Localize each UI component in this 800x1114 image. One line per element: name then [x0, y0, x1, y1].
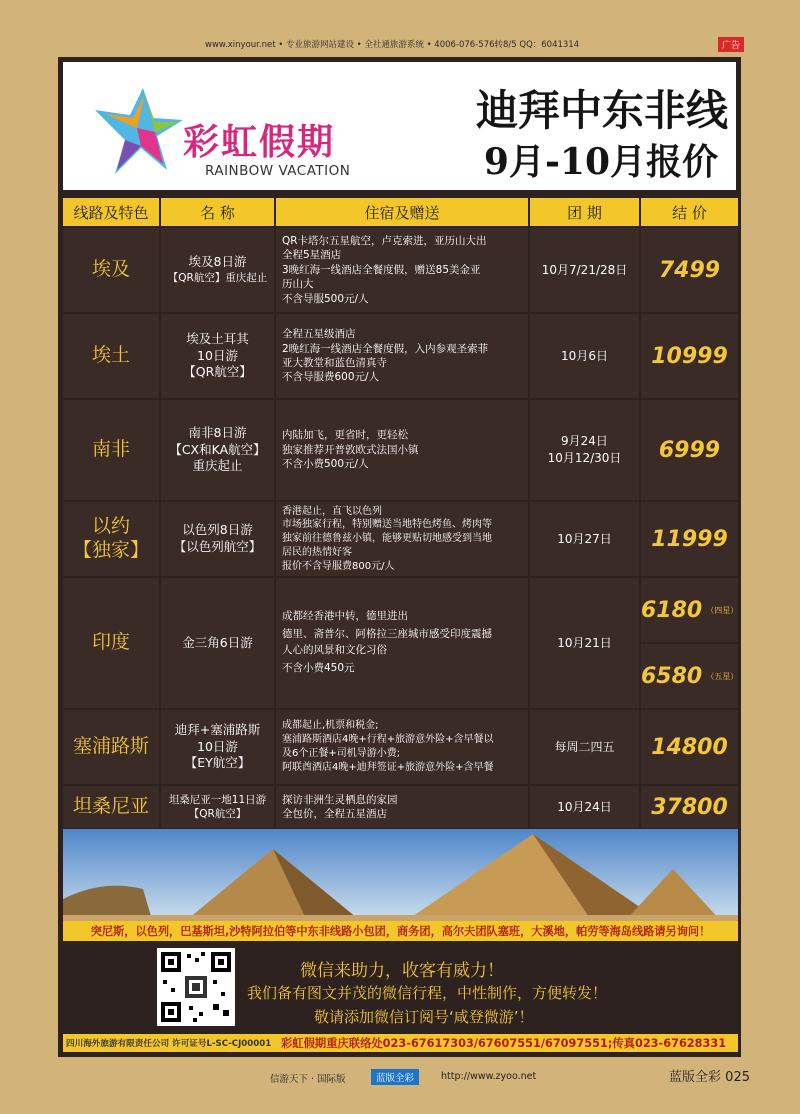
table-row-name: [161, 400, 274, 500]
detail-line: 不含导服费600元/人: [282, 371, 380, 384]
table-row-price: 11999: [641, 502, 738, 576]
period-line: 10月12/30日: [547, 451, 622, 465]
column-header-detail: 住宿及赠送: [276, 198, 528, 226]
table-row-price: 37800: [641, 786, 738, 828]
name-line: 坦桑尼亚一地11日游: [168, 793, 267, 806]
detail-line: 成都起止,机票和税金;: [282, 720, 379, 732]
route-line: 【独家】: [72, 539, 149, 561]
detail-line: 独家推荐开普敦欧式法国小镇: [282, 443, 419, 456]
price-value: 6580: [641, 663, 703, 689]
detail-line: 3晚红海一线酒店全餐度假，赠送85美金亚: [282, 263, 481, 276]
page-subtitle: 9月-10月报价: [483, 141, 718, 183]
detail-line: 不含小费450元: [282, 661, 355, 674]
detail-line: 香港起止，直飞以色列: [282, 505, 382, 517]
other-routes-banner: 突尼斯，以色列，巴基斯坦,沙特阿拉伯等中东非线路小包团，商务团，高尔夫团队塞班，大溪地，帕劳等海岛线路请另询问！: [63, 921, 738, 941]
name-line: 【QR航空】重庆起止: [167, 272, 268, 285]
table-row-detail: [276, 502, 528, 576]
name-line: 【QR航空】: [183, 364, 252, 380]
name-line: 10日游: [197, 347, 238, 363]
price-note: （五星）: [706, 671, 739, 681]
name-line: 以色列8日游: [182, 522, 253, 538]
company-license: 四川海外旅游有限责任公司 许可证号L-SC-CJ00001: [66, 1039, 272, 1049]
table-row-route: 印度: [63, 578, 159, 708]
name-line: 【QR航空】: [188, 808, 247, 820]
wechat-promo-line-2: 我们备有图文并茂的微信行程，中性制作，方便转发！: [247, 984, 608, 1002]
table-row-detail: [276, 578, 528, 708]
wechat-promo-line-3: 敬请添加微信订阅号‘咸登微游’！: [314, 1008, 534, 1026]
table-row-period: 10月6日: [530, 314, 639, 398]
price-value: 6180: [641, 597, 703, 623]
table-row-price-four-star: [641, 578, 738, 642]
detail-line: 人心的风景和文化习俗: [282, 643, 387, 656]
detail-line: 报价不含导服费800元/人: [282, 560, 395, 572]
top-info-line: www.xinyour.net • 专业旅游网站建设 • 全社通旅游系统 • 4006-076-576转8/5 QQ：6041314: [205, 40, 580, 50]
table-row-name: [161, 502, 274, 576]
table-row-price-five-star: [641, 644, 738, 708]
table-row-route: 埃土: [63, 314, 159, 398]
contact-info: 彩虹假期重庆联络处023-67617303/67607551/67097551;传真023-67628331: [281, 1037, 727, 1050]
table-row-route: [63, 502, 159, 576]
name-line: 10日游: [197, 738, 238, 754]
detail-line: 历山大: [282, 278, 314, 291]
detail-line: 全包价，全程五星酒店: [282, 808, 387, 820]
column-header-price: 结 价: [641, 198, 738, 226]
table-row-detail: [276, 228, 528, 312]
detail-line: 成都经香港中转，德里进出: [282, 610, 408, 623]
table-row-detail: [276, 400, 528, 500]
detail-line: 塞浦路斯酒店4晚+行程+旅游意外险+含早餐以: [282, 734, 494, 746]
detail-line: 全程5星酒店: [282, 249, 342, 262]
column-header-period: 团 期: [530, 198, 639, 226]
table-row-price: 14800: [641, 710, 738, 784]
footer-bar: [63, 1034, 738, 1052]
table-row-route: 塞浦路斯: [63, 710, 159, 784]
detail-line: 全程五星级酒店: [282, 328, 356, 341]
table-row-price: 6999: [641, 400, 738, 500]
table-row-name: 金三角6日游: [161, 578, 274, 708]
bottom-badge: 蓝版全彩: [371, 1069, 419, 1085]
table-row-detail: [276, 314, 528, 398]
name-line: 埃及8日游: [188, 254, 247, 270]
wechat-qr-code-icon: [157, 948, 235, 1026]
detail-line: 德里、斋普尔、阿格拉三座城市感受印度震撼: [282, 628, 492, 641]
logo-chinese-text: 彩虹假期: [183, 122, 336, 163]
name-line: 【以色列航空】: [173, 539, 262, 554]
table-row-period: 每周二四五: [530, 710, 639, 784]
table-row-route: 埃及: [63, 228, 159, 312]
name-line: 【CX和KA航空】: [169, 441, 266, 457]
detail-line: 2晚红海一线酒店全餐度假，入内参观圣索菲: [282, 342, 489, 355]
route-line: 以约: [91, 515, 130, 538]
wechat-promo-line-1: 微信来助力，收客有威力！: [300, 961, 504, 981]
table-row-period: 10月24日: [530, 786, 639, 828]
detail-line: 探访非洲生灵栖息的家园: [282, 793, 398, 806]
detail-line: 独家前往德鲁兹小镇，能够更贴切地感受到当地: [282, 533, 492, 545]
table-row-route: 坦桑尼亚: [63, 786, 159, 828]
table-row-detail: [276, 786, 528, 828]
table-row-name: [161, 786, 274, 828]
detail-line: 不含小费500元/人: [282, 458, 369, 471]
table-row-name: [161, 710, 274, 784]
period-line: 9月24日: [561, 434, 608, 449]
name-line: 南非8日游: [188, 424, 247, 440]
table-row-period: 10月27日: [530, 502, 639, 576]
name-line: 埃及土耳其: [186, 330, 249, 346]
table-row-price: 10999: [641, 314, 738, 398]
column-header-name: 名 称: [161, 198, 274, 226]
table-row-period: 10月21日: [530, 578, 639, 708]
table-row-price: 7499: [641, 228, 738, 312]
table-row-name: [161, 314, 274, 398]
page-title: 迪拜中东非线: [475, 86, 728, 135]
table-row-route: 南非: [63, 400, 159, 500]
detail-line: 内陆加飞，更省时，更轻松: [282, 429, 408, 442]
bottom-url[interactable]: http://www.zyoo.net: [441, 1071, 537, 1082]
name-line: 【EY航空】: [184, 755, 251, 771]
detail-line: 不含导服500元/人: [282, 292, 369, 305]
pyramids-photo: [63, 829, 738, 923]
page-number: 蓝版全彩 025: [669, 1070, 750, 1085]
detail-line: 阿联酋酒店4晚+迪拜签证+旅游意外险+含早餐: [282, 761, 494, 773]
detail-line: QR卡塔尔五星航空，卢克索进，亚历山大出: [282, 234, 487, 247]
name-line: 迪拜+塞浦路斯: [174, 721, 261, 737]
name-line: 重庆起止: [192, 458, 243, 474]
table-row-detail: [276, 710, 528, 784]
price-note: （四星）: [706, 605, 739, 615]
bottom-brand: 信游天下 · 国际版: [270, 1074, 346, 1085]
header: [63, 62, 736, 190]
detail-line: 亚大教堂和蓝色清真寺: [282, 357, 387, 369]
ad-tag: 广告: [718, 37, 744, 52]
detail-line: 及6个正餐+司机导游小费;: [282, 748, 401, 759]
table-row-period: 10月7/21/28日: [530, 228, 639, 312]
table-row-period: [530, 400, 639, 500]
detail-line: 市场独家行程，特别赠送当地特色烤鱼、烤肉等: [282, 519, 492, 531]
column-header-route: 线路及特色: [63, 198, 159, 226]
detail-line: 居民的热情好客: [282, 546, 352, 558]
table-row-name: [161, 228, 274, 312]
logo-english-text: RAINBOW VACATION: [205, 163, 351, 179]
